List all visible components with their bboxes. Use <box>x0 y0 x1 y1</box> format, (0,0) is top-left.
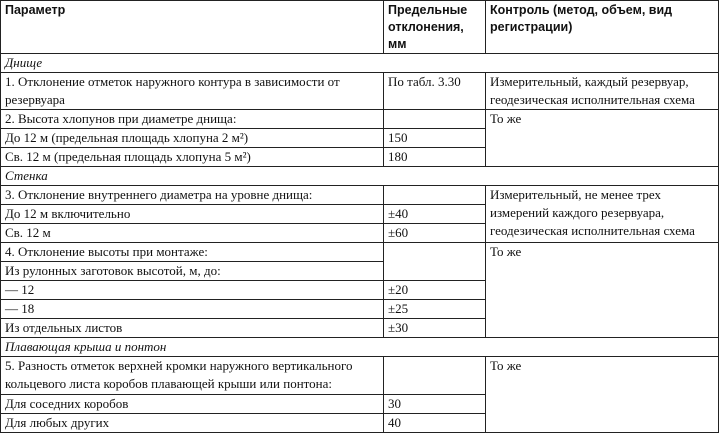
param-cell: 1. Отклонение отметок наружного контура в зависимости от резервуара <box>1 73 384 110</box>
header-limits: Предельные отклонения, мм <box>384 1 486 54</box>
control-cell: Измерительный, не менее трех измерений каждого резервуара, геодезическая исполнительная схема <box>486 186 719 243</box>
section-bottom: Днище <box>1 54 719 73</box>
section-wall: Стенка <box>1 167 719 186</box>
param-cell: Для соседних коробов <box>1 395 384 414</box>
param-cell: Св. 12 м <box>1 224 384 243</box>
limit-cell: 30 <box>384 395 486 414</box>
table-row <box>1 110 719 129</box>
control-cell: То же <box>486 243 719 338</box>
param-cell: — 12 <box>1 281 384 300</box>
table-row <box>1 73 719 110</box>
param-cell: 5. Разность отметок верхней кромки наружного вертикального кольцевого листа коробов плавающей крыши или понтона: <box>1 357 384 395</box>
param-cell: До 12 м (предельная площадь хлопуна 2 м²) <box>1 129 384 148</box>
section-roof: Плавающая крыша и понтон <box>1 338 719 357</box>
limit-cell: По табл. 3.30 <box>384 73 486 110</box>
table-row <box>1 243 719 262</box>
limit-cell: ±40 <box>384 205 486 224</box>
param-cell: 3. Отклонение внутреннего диаметра на уровне днища: <box>1 186 384 205</box>
param-cell: Из рулонных заготовок высотой, м, до: <box>1 262 384 281</box>
param-cell: Из отдельных листов <box>1 319 384 338</box>
control-cell: То же <box>486 110 719 167</box>
param-cell: Св. 12 м (предельная площадь хлопуна 5 м²) <box>1 148 384 167</box>
limit-cell: ±60 <box>384 224 486 243</box>
limit-cell: ±20 <box>384 281 486 300</box>
limit-cell <box>384 110 486 129</box>
limit-cell: 150 <box>384 129 486 148</box>
param-cell: До 12 м включительно <box>1 205 384 224</box>
limit-cell <box>384 186 486 205</box>
limit-cell: 180 <box>384 148 486 167</box>
section-row <box>1 167 719 186</box>
section-row <box>1 54 719 73</box>
param-cell: 4. Отклонение высоты при монтаже: <box>1 243 384 262</box>
limit-cell: 40 <box>384 414 486 433</box>
header-control: Контроль (метод, объем, вид регистрации) <box>486 1 719 54</box>
limit-cell <box>384 243 486 281</box>
param-cell: Для любых других <box>1 414 384 433</box>
header-row <box>1 1 719 54</box>
table-row <box>1 186 719 205</box>
limit-cell <box>384 357 486 395</box>
section-row <box>1 338 719 357</box>
param-cell: — 18 <box>1 300 384 319</box>
table-row <box>1 357 719 395</box>
param-cell: 2. Высота хлопунов при диаметре днища: <box>1 110 384 129</box>
control-cell: Измерительный, каждый резервуар, геодезическая исполнительная схема <box>486 73 719 110</box>
header-param: Параметр <box>1 1 384 54</box>
limit-cell: ±30 <box>384 319 486 338</box>
control-cell: То же <box>486 357 719 433</box>
limit-cell: ±25 <box>384 300 486 319</box>
